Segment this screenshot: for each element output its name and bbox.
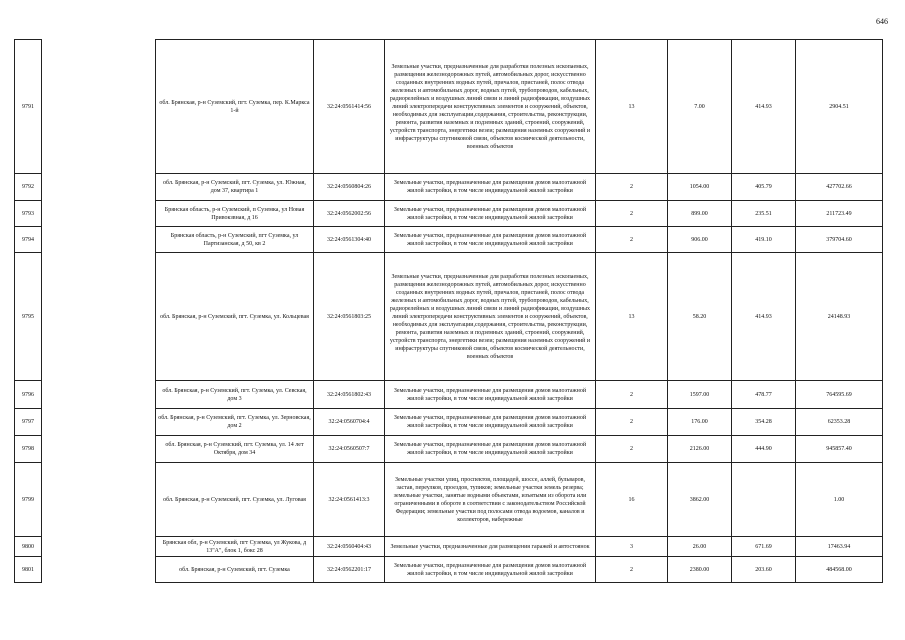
table-row (15, 557, 883, 583)
specific-value-cell: 235.51 (732, 201, 796, 227)
cadastral-value-cell: 62353.28 (796, 409, 883, 436)
area-cell: 58.20 (668, 253, 732, 381)
area-cell: 7.00 (668, 40, 732, 174)
land-use-cell: Земельные участки, предназначенные для разработки полезных ископаемых, размещения железнодорожных путей, автомобильных дорог, искусственно созданных внутренних водных путей, причалов, пристаней, полос отвода железных и автомобильных дорог, водных путей, трубопроводов, кабельных, радиорелейных и воздушных линий связи и линий радиофикации, воздушных линий электропередачи конструктивных элементов и сооружений, объектов, необходимых для эксплуатации,содержания, строительства, реконструкции, ремонта, развития наземных и подземных зданий, строений, сооружений, устройств транспорта, энергетики везеи; размещения наземных сооружений и инфраструктуры спутниковой связи, объектов космической деятельности, военных объектов (385, 40, 596, 174)
spacer-cell (42, 381, 156, 409)
land-use-cell: Земельные участки, предназначенные для размещения домов малоэтажной жилой застройки, в том числе индивидуальной жилой застройки (385, 436, 596, 463)
address-cell: обл. Брянская, р-н Суземский, пгт. Суземка, ул. Южная, дом 37, квартира 1 (156, 174, 314, 201)
cadastral-value-cell: 945857.40 (796, 436, 883, 463)
land-use-cell: Земельные участки, предназначенные для размещения домов малоэтажной жилой застройки, в том числе индивидуальной жилой застройки (385, 174, 596, 201)
table-row (15, 253, 883, 381)
area-cell: 176.00 (668, 409, 732, 436)
spacer-cell (42, 40, 156, 174)
group-cell: 16 (596, 463, 668, 537)
specific-value-cell: 478.77 (732, 381, 796, 409)
address-cell: обл. Брянская, р-н Суземский, пгт. Суземка, пер. К.Маркса 1-й (156, 40, 314, 174)
group-cell: 2 (596, 409, 668, 436)
cadastral-number-cell: 32:24:0560804:26 (314, 174, 385, 201)
area-cell: 906.00 (668, 227, 732, 253)
cadastral-number-cell: 32:24:0562002:56 (314, 201, 385, 227)
cadastral-value-cell: 764595.69 (796, 381, 883, 409)
group-cell: 2 (596, 557, 668, 583)
spacer-cell (42, 537, 156, 557)
area-cell: 1597.00 (668, 381, 732, 409)
land-use-cell: Земельные участки, предназначенные для разработки полезных ископаемых, размещения железнодорожных путей, автомобильных дорог, искусственно созданных внутренних водных путей, причалов, пристаней, полос отвода железных и автомобильных дорог, водных путей, трубопроводов, кабельных, радиорелейных и воздушных линий связи и линий радиофикации, воздушных линий электропередачи конструктивных элементов и сооружений, объектов, необходимых для эксплуатации,содержания, строительства, реконструкции, ремонта, развития наземных и подземных зданий, строений, сооружений, устройств транспорта, энергетики везеи; размещения наземных сооружений и инфраструктуры спутниковой связи, объектов космической деятельности, военных объектов (385, 253, 596, 381)
land-use-cell: Земельные участки, предназначенные для размещения домов малоэтажной жилой застройки, в том числе индивидуальной жилой застройки (385, 381, 596, 409)
cadastral-value-cell: 17463.94 (796, 537, 883, 557)
spacer-cell (42, 201, 156, 227)
table-row (15, 436, 883, 463)
table-row (15, 381, 883, 409)
row-number: 9794 (15, 227, 42, 253)
row-number: 9795 (15, 253, 42, 381)
row-number: 9799 (15, 463, 42, 537)
specific-value-cell: 671.69 (732, 537, 796, 557)
address-cell: обл. Брянская, р-н Суземский, пгт. Суземка (156, 557, 314, 583)
group-cell: 2 (596, 436, 668, 463)
spacer-cell (42, 557, 156, 583)
cadastral-value-cell: 1.00 (796, 463, 883, 537)
specific-value-cell (732, 463, 796, 537)
address-cell: обл. Брянская, р-н Суземский, пгт. Суземка, ул. Кольцевая (156, 253, 314, 381)
group-cell: 2 (596, 381, 668, 409)
cadastral-value-cell: 2904.51 (796, 40, 883, 174)
table-row (15, 40, 883, 174)
cadastral-value-cell: 24148.93 (796, 253, 883, 381)
address-cell: Брянская область, р-н Суземский, пгт Суземка, ул Партизанская, д 50, кв 2 (156, 227, 314, 253)
row-number: 9791 (15, 40, 42, 174)
cadastral-value-cell: 379704.60 (796, 227, 883, 253)
specific-value-cell: 414.93 (732, 40, 796, 174)
group-cell: 13 (596, 40, 668, 174)
table-row (15, 227, 883, 253)
spacer-cell (42, 174, 156, 201)
area-cell: 26.00 (668, 537, 732, 557)
table-row (15, 409, 883, 436)
table-row (15, 463, 883, 537)
specific-value-cell: 203.60 (732, 557, 796, 583)
land-use-cell: Земельные участки, предназначенные для размещения гаражей и автостоянок (385, 537, 596, 557)
cadastral-number-cell: 32:24:0560704:4 (314, 409, 385, 436)
land-use-cell: Земельные участки, предназначенные для размещения домов малоэтажной жилой застройки, в том числе индивидуальной жилой застройки (385, 227, 596, 253)
cadastral-number-cell: 32:24:0562201:17 (314, 557, 385, 583)
specific-value-cell: 405.79 (732, 174, 796, 201)
area-cell: 899.00 (668, 201, 732, 227)
group-cell: 2 (596, 227, 668, 253)
page-number: 646 (876, 17, 888, 26)
row-number: 9793 (15, 201, 42, 227)
address-cell: Брянская обл, р-н Суземский, пгт Суземка, ул Жукова, д 13"А", блок 1, бокс 28 (156, 537, 314, 557)
group-cell: 2 (596, 201, 668, 227)
group-cell: 3 (596, 537, 668, 557)
specific-value-cell: 414.93 (732, 253, 796, 381)
specific-value-cell: 419.10 (732, 227, 796, 253)
area-cell: 3862.00 (668, 463, 732, 537)
address-cell: обл. Брянская, р-н Суземский, пгт. Суземка, ул. 14 лет Октября, дом 34 (156, 436, 314, 463)
cadastral-value-cell: 211723.49 (796, 201, 883, 227)
cadastral-number-cell: 32:24:0561802:43 (314, 381, 385, 409)
address-cell: Брянская область, р-н Суземский, п Суземка, ул Новая Привокзвная, д 16 (156, 201, 314, 227)
row-number: 9800 (15, 537, 42, 557)
area-cell: 1054.00 (668, 174, 732, 201)
land-use-cell: Земельные участки, предназначенные для размещения домов малоэтажной жилой застройки, в том числе индивидуальной жилой застройки (385, 557, 596, 583)
land-use-cell: Земельные участки улиц, проспектов, площадей, шоссе, аллей, бульваров, застав, переулков, проездов, тупиков; земельные участки земель резерва; земельные участки, занятые водными объектами, изъятыми из оборота или ограниченными в обороте в соответствии с законодательством Российской Федерации; земельные участки под полосами отвода водоемов, каналов и коллекторов, набережные (385, 463, 596, 537)
cadastral-value-cell: 484568.00 (796, 557, 883, 583)
table-row (15, 201, 883, 227)
row-number: 9796 (15, 381, 42, 409)
cadastral-number-cell: 32:24:0560404:43 (314, 537, 385, 557)
table-row (15, 174, 883, 201)
row-number: 9792 (15, 174, 42, 201)
cadastral-number-cell: 32:24:0561413:3 (314, 463, 385, 537)
address-cell: обл. Брянская, р-н Суземский, пгт. Суземка, ул. Севская, дом 3 (156, 381, 314, 409)
area-cell: 2126.00 (668, 436, 732, 463)
group-cell: 2 (596, 174, 668, 201)
cadastral-number-cell: 32:24:0561803:25 (314, 253, 385, 381)
spacer-cell (42, 463, 156, 537)
cadastral-value-table (14, 39, 883, 583)
spacer-cell (42, 409, 156, 436)
table-row (15, 537, 883, 557)
address-cell: обл. Брянская, р-н Суземский, пгт. Суземка, ул. Зерновская, дом 2 (156, 409, 314, 436)
cadastral-value-cell: 427702.66 (796, 174, 883, 201)
cadastral-number-cell: 32:24:0560507:7 (314, 436, 385, 463)
group-cell: 13 (596, 253, 668, 381)
area-cell: 2380.00 (668, 557, 732, 583)
spacer-cell (42, 436, 156, 463)
land-use-cell: Земельные участки, предназначенные для размещения домов малоэтажной жилой застройки, в том числе индивидуальной жилой застройки (385, 201, 596, 227)
address-cell: обл. Брянская, р-н Суземский, пгт. Суземка, ул. Луговая (156, 463, 314, 537)
row-number: 9801 (15, 557, 42, 583)
specific-value-cell: 444.90 (732, 436, 796, 463)
specific-value-cell: 354.28 (732, 409, 796, 436)
cadastral-number-cell: 32:24:0561304:40 (314, 227, 385, 253)
cadastral-number-cell: 32:24:0561414:56 (314, 40, 385, 174)
land-use-cell: Земельные участки, предназначенные для размещения домов малоэтажной жилой застройки, в том числе индивидуальной жилой застройки (385, 409, 596, 436)
spacer-cell (42, 253, 156, 381)
row-number: 9797 (15, 409, 42, 436)
spacer-cell (42, 227, 156, 253)
row-number: 9798 (15, 436, 42, 463)
